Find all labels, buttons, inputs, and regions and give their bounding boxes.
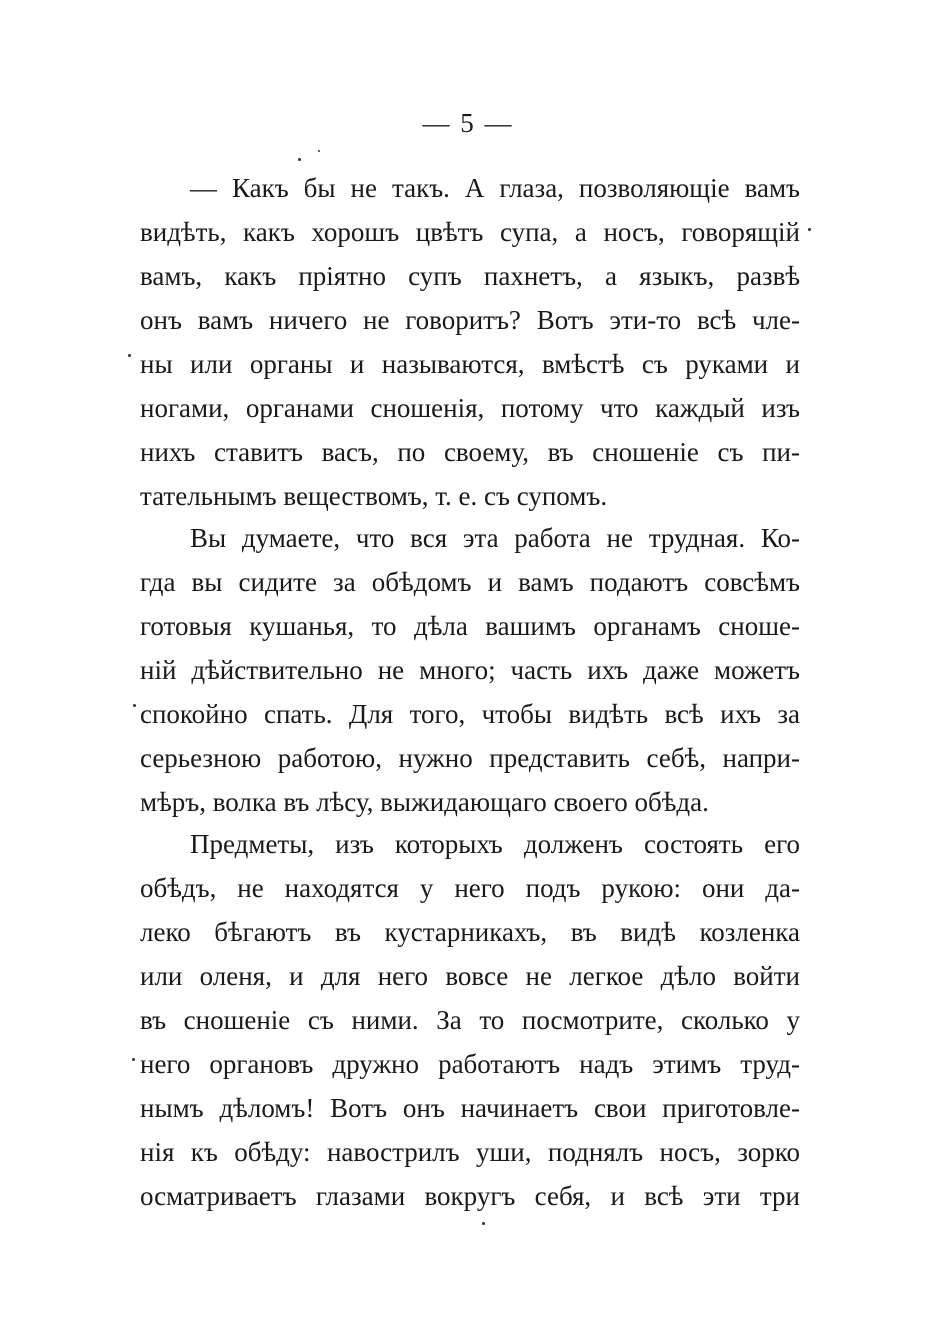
scan-speck: [132, 1058, 135, 1061]
text-line: въ сношеніе съ ними. За то посмотрите, сколько у: [140, 1005, 800, 1035]
text-line: ны или органы и называются, вмѣстѣ съ руками и: [140, 349, 800, 379]
scan-speck: [133, 704, 136, 707]
text-line: вамъ, какъ пріятно супъ пахнетъ, а языкъ, развѣ: [140, 261, 800, 291]
text-line: тательнымъ веществомъ, т. е. съ супомъ.: [140, 481, 608, 511]
text-line: серьезною работою, нужно представить себѣ, напри-: [140, 743, 800, 773]
scan-speck: [318, 150, 320, 152]
text-line: гда вы сидите за обѣдомъ и вамъ подаютъ совсѣмъ: [140, 567, 800, 597]
text-line: мѣръ, волка въ лѣсу, выжидающаго своего обѣда.: [140, 787, 709, 817]
text-line: Вы думаете, что вся эта работа не трудная. Ко-: [190, 523, 800, 553]
text-line: нымъ дѣломъ! Вотъ онъ начинаетъ свои приготовле-: [140, 1093, 800, 1123]
text-line: спокойно спать. Для того, чтобы видѣть всѣ ихъ за: [140, 699, 800, 729]
text-line: него органовъ дружно работаютъ надъ этимъ труд-: [140, 1049, 800, 1079]
scan-speck: [482, 1222, 485, 1225]
text-line: — Какъ бы не такъ. А глаза, позволяющіе вамъ: [190, 173, 800, 203]
text-line: ногами, органами сношенія, потому что каждый изъ: [140, 393, 800, 423]
text-line: готовыя кушанья, то дѣла вашимъ органамъ сноше-: [140, 611, 800, 641]
text-line: обѣдъ, не находятся у него подъ рукою: они да-: [140, 873, 800, 903]
text-line: онъ вамъ ничего не говоритъ? Вотъ эти-то всѣ чле-: [140, 305, 800, 335]
text-line: осматриваетъ глазами вокругъ себя, и всѣ эти три: [140, 1181, 800, 1211]
text-line: или оленя, и для него вовсе не легкое дѣло войти: [140, 961, 800, 991]
scan-speck: [808, 228, 811, 231]
scan-speck: [298, 158, 301, 161]
text-line: нихъ ставитъ васъ, по своему, въ сношеніе съ пи-: [140, 437, 800, 467]
text-line: леко бѣгаютъ въ кустарникахъ, въ видѣ козленка: [140, 917, 800, 947]
text-line: видѣть, какъ хорошъ цвѣтъ супа, а носъ, говорящій: [140, 217, 800, 247]
text-line: нія къ обѣду: навострилъ уши, поднялъ носъ, зорко: [140, 1137, 800, 1167]
page-number: — 5 —: [422, 108, 514, 138]
text-line: ній дѣйствительно не много; часть ихъ даже можетъ: [140, 655, 800, 685]
text-line: Предметы, изъ которыхъ долженъ состоять его: [190, 829, 800, 859]
scan-speck: [128, 354, 131, 357]
